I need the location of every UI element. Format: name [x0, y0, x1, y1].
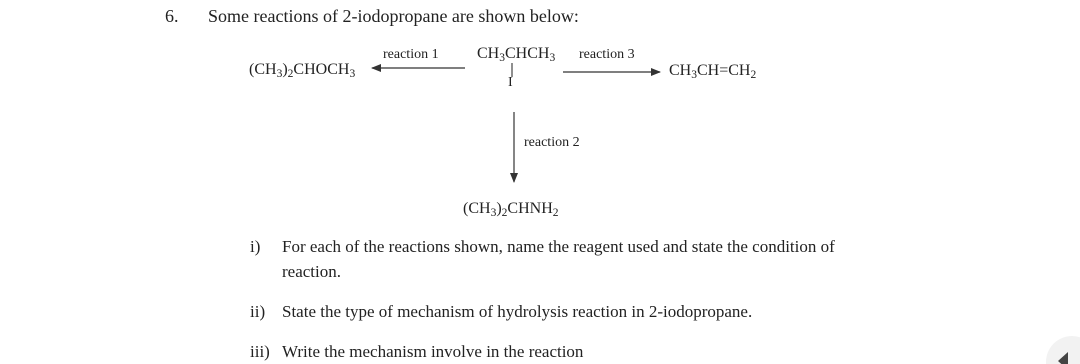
reaction1-label: reaction 1 [383, 47, 439, 62]
part-ii-text: State the type of mechanism of hydrolysis reaction in 2-iodopropane. [282, 302, 753, 321]
iodine-substituent: I [508, 75, 513, 90]
part-i-text: For each of the reactions shown, name the reagent used and state the condition of [282, 237, 835, 256]
reaction3-label: reaction 3 [579, 47, 635, 62]
center-reactant-formula: $CH_3CHCH_3$ [477, 45, 556, 64]
reaction2-label: reaction 2 [524, 135, 580, 150]
part-iii-label: iii) [250, 342, 270, 361]
question-intro: Some reactions of 2-iodopropane are shown below: [208, 6, 579, 26]
part-ii-label: ii) [250, 302, 266, 321]
question-number: 6. [165, 6, 179, 26]
left-product-formula: $(CH_3)_2CHOCH_3$ [249, 61, 356, 80]
part-i-label: i) [250, 237, 261, 256]
page-nav-arrow-button[interactable] [1020, 324, 1080, 364]
bottom-product-formula: $(CH_3)_2CHNH_2$ [463, 200, 559, 219]
right-product-formula: $CH_3CH=CH_2$ [669, 62, 757, 81]
back-arrow-icon [1020, 324, 1080, 364]
part-iii-text: Write the mechanism involve in the reaction [282, 342, 584, 361]
part-i-text-continued: reaction. [282, 262, 341, 281]
